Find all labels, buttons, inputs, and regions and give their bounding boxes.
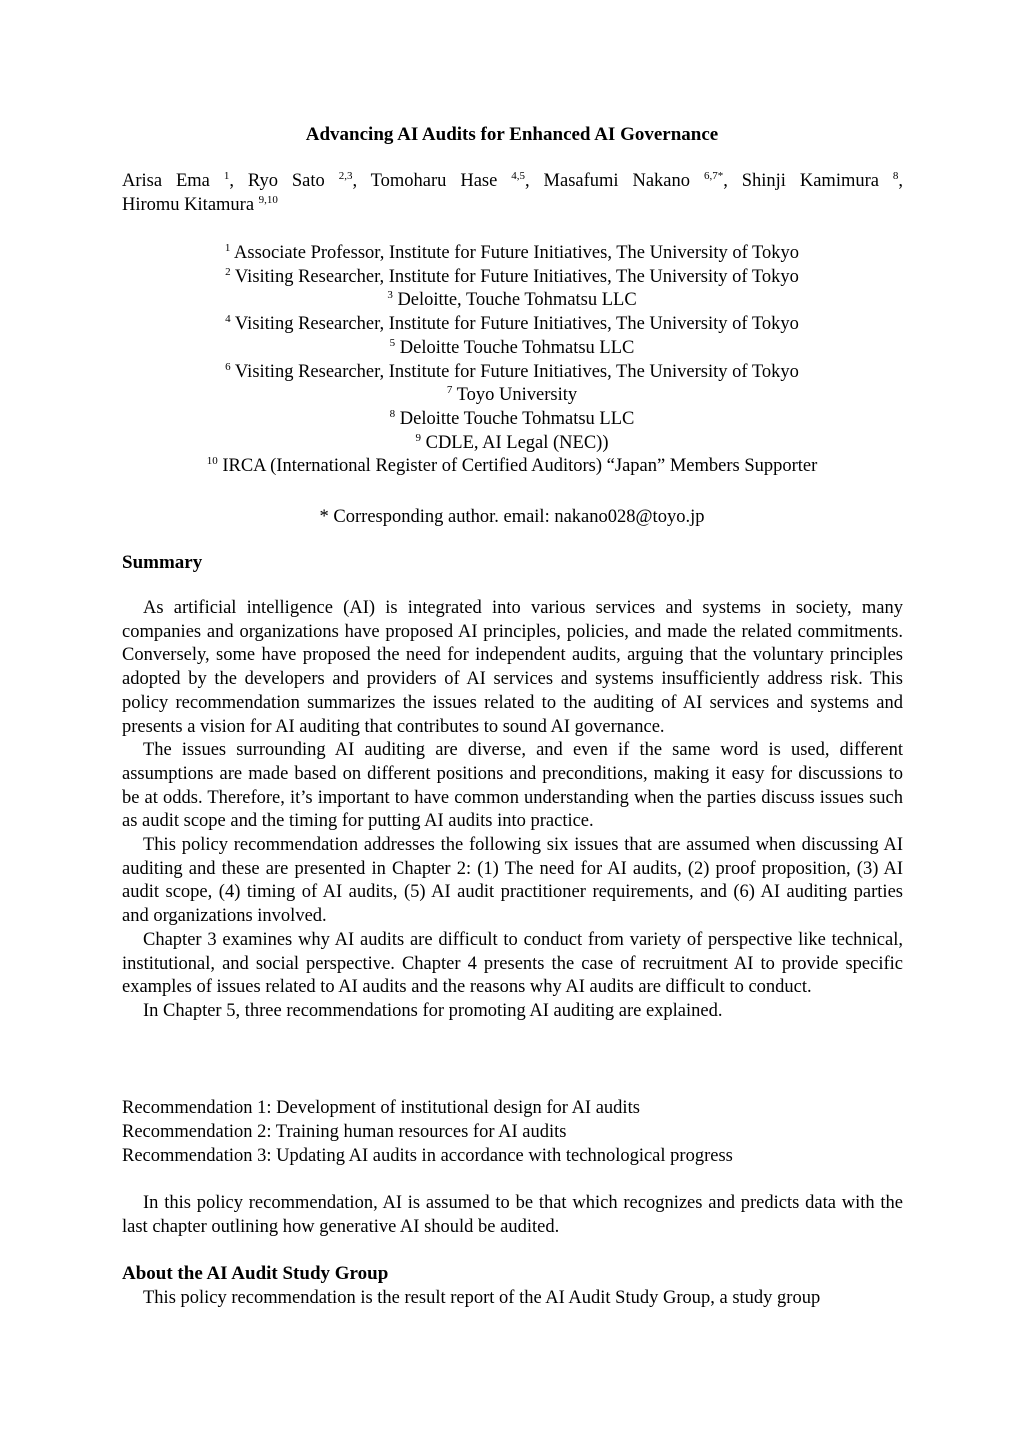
affiliation-text: CDLE, AI Legal (NEC))	[420, 432, 609, 453]
affiliation-mark: 8	[389, 407, 396, 420]
summary-paragraph: This policy recommendation addresses the following six issues that are assumed when discussing AI auditing and these are presented in Chapter 2: (1) The need for AI audits, (2) proof proposition, (3) AI audit scope, (4) timing of AI audits, (5) AI audit practitioner requirements, and (6) AI auditing parties and organizations involved.	[122, 835, 903, 927]
author-affiliation-mark: 6,7*	[703, 169, 724, 182]
summary-body	[122, 597, 903, 1024]
author	[742, 171, 899, 191]
author-name: Arisa Ema	[122, 171, 210, 191]
author-name: Tomoharu Hase	[370, 171, 498, 191]
affiliation-mark: 10	[206, 455, 218, 468]
author-affiliation-mark: 4,5	[511, 169, 525, 182]
paper-title: Advancing AI Audits for Enhanced AI Governance	[305, 124, 719, 145]
about-paragraph: This policy recommendation is the result report of the AI Audit Study Group, a study group	[143, 1288, 821, 1308]
recommendation-list	[122, 1096, 903, 1168]
affiliation	[0, 266, 1024, 290]
affiliation-text: Deloitte Touche Tohmatsu LLC	[395, 408, 635, 429]
affiliation	[0, 455, 1024, 479]
affiliation	[0, 313, 1024, 337]
author-name: Shinji Kamimura	[741, 171, 879, 191]
affiliation-text: Deloitte Touche Tohmatsu LLC	[395, 337, 635, 358]
affiliation-mark: 5	[389, 336, 396, 349]
affiliation	[0, 432, 1024, 456]
closing-paragraph: In this policy recommendation, AI is assumed to be that which recognizes and predicts data with the last chapter outlining how generative AI should be audited.	[122, 1193, 903, 1237]
author	[122, 195, 278, 215]
about-heading: About the AI Audit Study Group	[122, 1263, 389, 1284]
summary-paragraph: The issues surrounding AI auditing are diverse, and even if the same word is used, different assumptions are made based on different positions and preconditions, making it easy for discussions to be at odds. Therefore, it’s important to have common understanding when the parties discuss issues such as audit scope and the timing for putting AI audits into practice.	[122, 740, 903, 832]
author-affiliation-mark: 9,10	[258, 193, 278, 206]
affiliation-mark: 2	[225, 265, 231, 278]
affiliation-text: IRCA (International Register of Certified Auditors) “Japan” Members Supporter	[217, 456, 818, 477]
summary-paragraph: As artificial intelligence (AI) is integrated into various services and systems in society, many companies and organizations have proposed AI principles, policies, and made the related commitments. Conversely, some have proposed the need for independent audits, arguing that the voluntary principles adopted by the developers and providers of AI services and systems insufficiently address risk. This policy recommendation summarizes the issues related to the auditing of AI services and systems and presents a vision for AI auditing that contributes to sound AI governance.	[122, 598, 903, 737]
affiliation-mark: 3	[387, 289, 393, 302]
summary-paragraph: In Chapter 5, three recommendations for promoting AI auditing are explained.	[143, 1000, 723, 1021]
affiliation-text: Visiting Researcher, Institute for Future Initiatives, The University of Tokyo	[230, 314, 799, 335]
affiliation-text: Associate Professor, Institute for Future Initiatives, The University of Tokyo	[230, 243, 800, 263]
affiliation	[0, 361, 1024, 385]
author-list: Arisa Ema $^1$, Ryo Sato $^{2,3}$, Tomoharu Hase $^{4,5}$, Masafumi Nakano $^{6,7*}$, Shinji Kamimura $^8$, Hiromu Kitamura $^{9,10}$	[122, 169, 904, 215]
affiliation-list	[0, 242, 1024, 479]
author-name: Hiromu Kitamura	[122, 195, 255, 215]
author	[248, 171, 353, 191]
affiliation	[0, 408, 1024, 432]
corresponding-author: * Corresponding author. email: nakano028@toyo.jp	[319, 507, 705, 527]
author-affiliation-mark: 1	[223, 169, 230, 182]
affiliation-mark: 9	[415, 431, 421, 444]
author-name: Masafumi Nakano	[543, 171, 691, 191]
author-affiliation-mark: 8	[892, 169, 899, 182]
summary-paragraph: Chapter 3 examines why AI audits are difficult to conduct from variety of perspective like technical, institutional, and social perspective. Chapter 4 presents the case of recruitment AI to provide specific examples of issues related to AI audits and the reasons why AI audits are difficult to conduct.	[122, 929, 903, 998]
recommendation-item: Recommendation 1: Development of institutional design for AI audits	[122, 1098, 640, 1118]
author	[122, 171, 229, 191]
author-name: Ryo Sato	[247, 171, 325, 191]
affiliation-mark: 1	[224, 241, 231, 254]
author	[371, 171, 525, 191]
affiliation-text: Toyo University	[452, 385, 578, 406]
summary-heading: Summary	[122, 552, 203, 573]
affiliation-mark: 6	[225, 360, 231, 373]
author-affiliation-mark: 2,3	[338, 169, 353, 182]
recommendation-item: Recommendation 2: Training human resources for AI audits	[122, 1122, 567, 1142]
affiliation-text: Deloitte, Touche Tohmatsu LLC	[392, 290, 637, 311]
affiliation-mark: 7	[446, 384, 453, 397]
affiliation-text: Visiting Researcher, Institute for Future Initiatives, The University of Tokyo	[230, 361, 799, 382]
affiliation	[0, 337, 1024, 361]
author	[544, 171, 724, 191]
affiliation	[0, 289, 1024, 313]
affiliation-text: Visiting Researcher, Institute for Future Initiatives, The University of Tokyo	[230, 266, 799, 287]
recommendation-item: Recommendation 3: Updating AI audits in accordance with technological progress	[122, 1146, 733, 1166]
affiliation-mark: 4	[225, 312, 231, 325]
affiliation	[0, 384, 1024, 408]
affiliation	[0, 242, 1024, 266]
